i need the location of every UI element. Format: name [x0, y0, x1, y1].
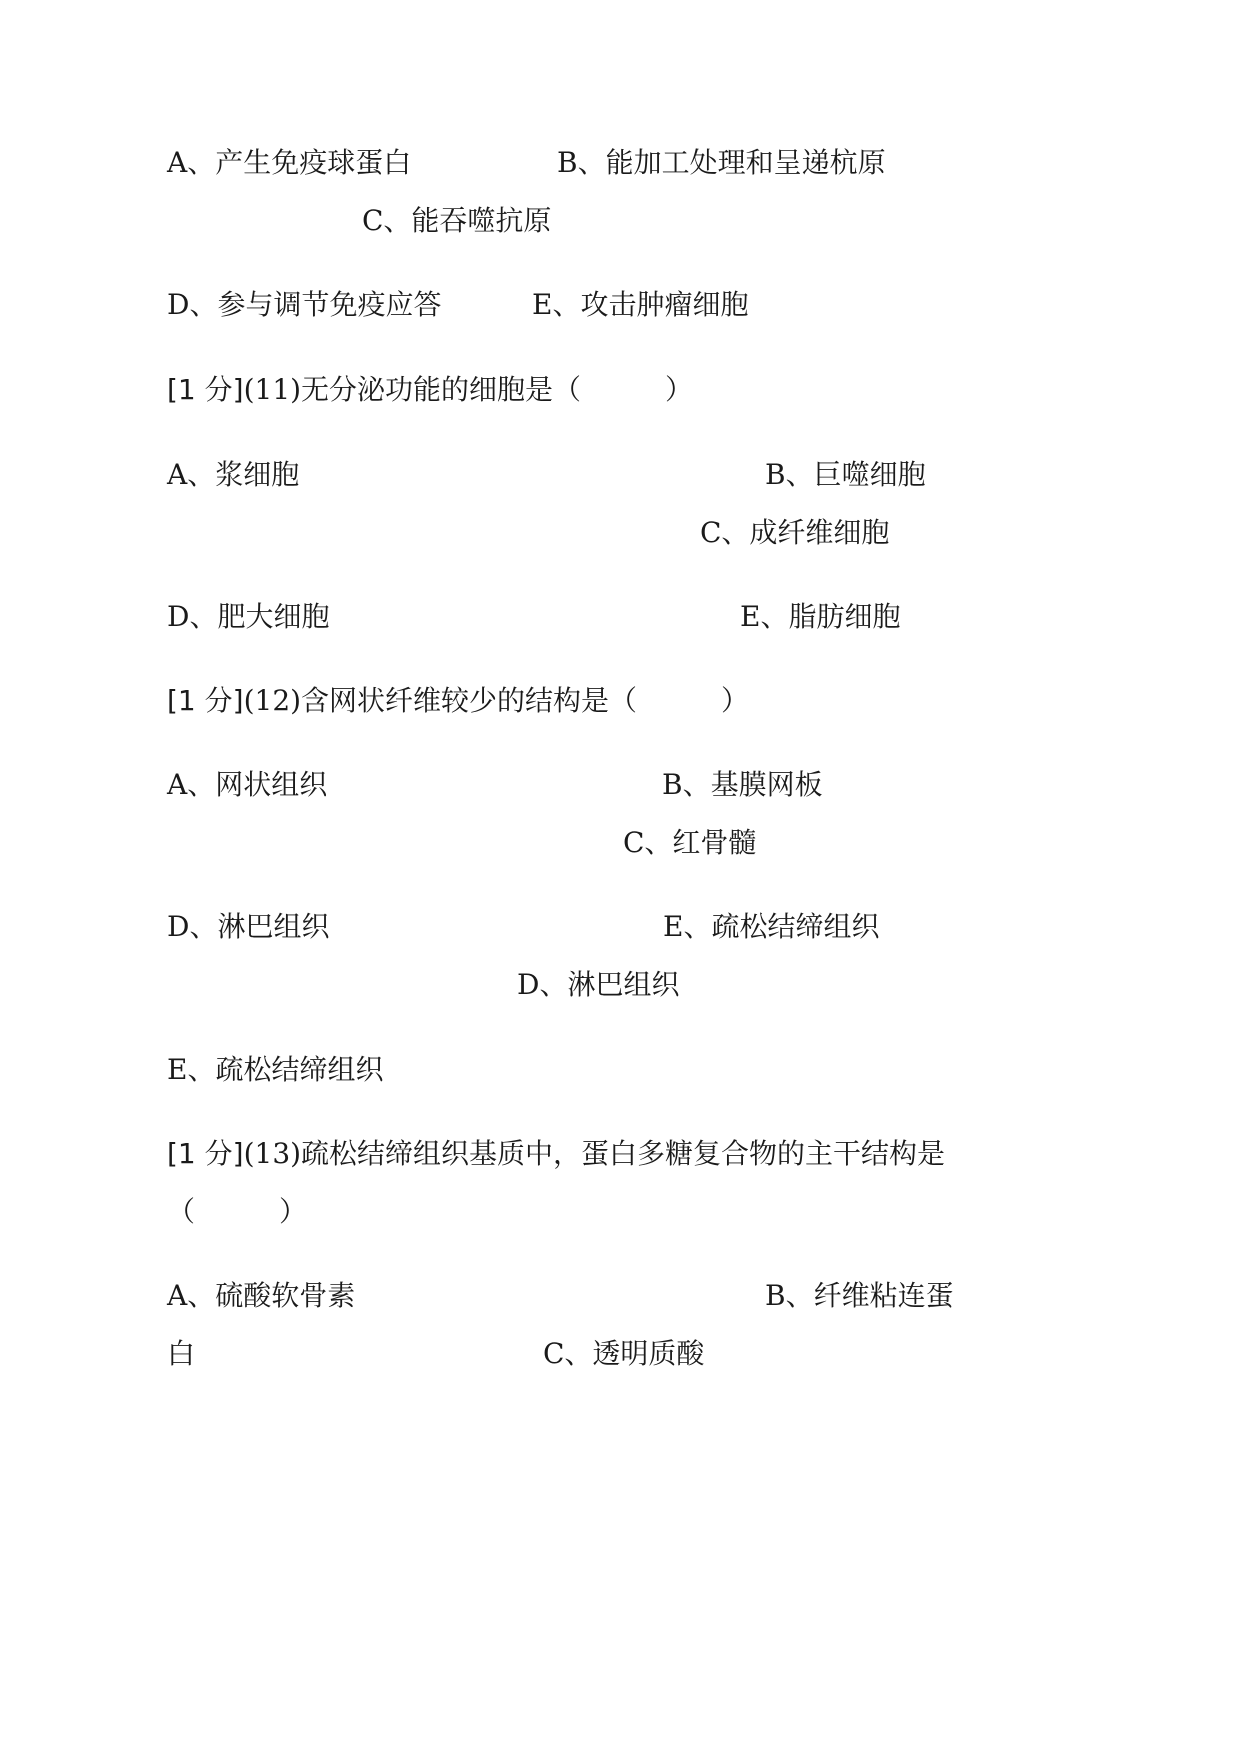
q13-text: (13)疏松结缔组织基质中，蛋白多糖复合物的主干结构是 — [243, 1137, 946, 1170]
q12-option-d-repeat: D、淋巴组织 — [517, 968, 680, 1001]
q10-option-b: B、能加工处理和呈递杭原 — [557, 146, 886, 179]
q12-option-b: B、基膜网板 — [662, 768, 823, 801]
q11-option-e: E、脂肪细胞 — [740, 600, 901, 633]
q11-text: (11)无分泌功能的细胞是（ ） — [243, 373, 694, 406]
q10-option-d: D、参与调节免疫应答 — [167, 288, 442, 321]
q13-option-b-continued: 白 — [167, 1337, 196, 1370]
q12-text: (12)含网状纤维较少的结构是（ ） — [243, 684, 750, 717]
q10-option-e: E、攻击肿瘤细胞 — [532, 288, 749, 321]
q12-option-e: E、疏松结缔组织 — [663, 910, 880, 943]
q11-option-d: D、肥大细胞 — [167, 600, 330, 633]
q13-answer-blank: （ ） — [167, 1195, 308, 1228]
q12-option-c: C、红骨髓 — [623, 826, 757, 859]
q10-option-c: C、能吞噬抗原 — [362, 204, 552, 237]
q13-score: [1 分] — [167, 1137, 244, 1170]
q13-option-a: A、硫酸软骨素 — [167, 1279, 356, 1312]
q11-question — [167, 373, 693, 407]
q11-option-b: B、巨噬细胞 — [765, 458, 926, 491]
q13-option-c: C、透明质酸 — [543, 1337, 705, 1370]
q12-option-d: D、淋巴组织 — [167, 910, 330, 943]
q12-question — [167, 684, 749, 718]
q13-question — [167, 1137, 945, 1171]
q11-option-c: C、成纤维细胞 — [700, 516, 890, 549]
q12-score: [1 分] — [167, 684, 244, 717]
q11-option-a: A、浆细胞 — [167, 458, 300, 491]
q12-option-e-repeat: E、疏松结缔组织 — [167, 1053, 384, 1086]
q10-option-a: A、产生免疫球蛋白 — [167, 146, 412, 179]
q13-option-b: B、纤维粘连蛋 — [765, 1279, 954, 1312]
q11-score: [1 分] — [167, 373, 244, 406]
q12-option-a: A、网状组织 — [167, 768, 328, 801]
